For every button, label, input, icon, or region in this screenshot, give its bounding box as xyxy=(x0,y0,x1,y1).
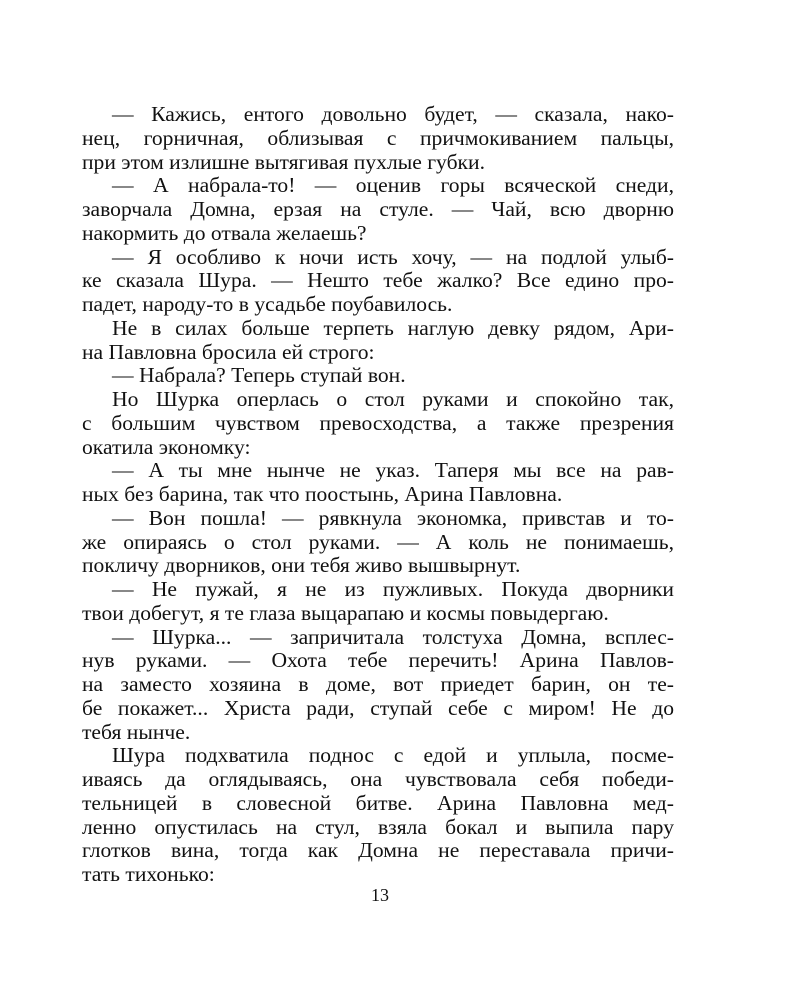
text-line: тать тихонько: xyxy=(82,862,215,886)
text-line: при этом излишне вытягивая пухлые губки. xyxy=(82,149,486,174)
text-line: Но Шурка оперлась о стол руками и спокойно так, xyxy=(112,387,674,411)
text-line: — А ты мне нынче не указ. Таперя мы все на рав- xyxy=(112,458,674,483)
page-number: 13 xyxy=(371,885,389,905)
text-line: — Шурка... — запричитала толстуха Домна, всплес- xyxy=(112,624,674,649)
text-line: — Набрала? Теперь ступай вон. xyxy=(112,363,406,388)
text-line: ке сказала Шура. — Нешто тебе жалко? Все едино про- xyxy=(82,268,674,293)
text-line: с большим чувством превосходства, а также презрения xyxy=(82,410,674,435)
text-line: окатила экономку: xyxy=(82,434,251,459)
text-line: — А набрала-то! — оценив горы всяческой снеди, xyxy=(112,173,674,198)
text-line: бе покажет... Христа ради, ступай себе с миром! Не до xyxy=(82,695,674,720)
text-line: тебя нынче. xyxy=(82,719,191,744)
text-line: глотков вина, тогда как Домна не переставала причи- xyxy=(82,838,674,863)
text-line: нув руками. — Охота тебе перечить! Арина Павлов- xyxy=(82,648,674,673)
text-line: твои добегут, я те глаза выцарапаю и космы повыдергаю. xyxy=(82,600,609,625)
text-line: нец, горничная, облизывая с причмокиванием пальцы, xyxy=(82,125,674,150)
text-line: на Павловна бросила ей строго: xyxy=(82,339,375,364)
body-text xyxy=(82,103,674,887)
text-line: тельницей в словесной битве. Арина Павловна мед- xyxy=(82,790,674,815)
text-line: ных без барина, так что поостынь, Арина Павловна. xyxy=(82,482,563,506)
text-line: покличу дворников, они тебя живо вышвырнут. xyxy=(82,553,521,578)
text-line: накормить до отвала желаешь? xyxy=(82,220,367,245)
text-line: ленно опустилась на стул, взяла бокал и выпила пару xyxy=(82,814,674,839)
text-line: — Кажись, ентого довольно будет, — сказала, нако- xyxy=(112,102,674,126)
text-line: Не в силах больше терпеть наглую девку рядом, Ари- xyxy=(112,315,674,340)
text-line: — Не пужай, я не из пужливых. Покуда дворники xyxy=(112,577,674,601)
text-line: иваясь да оглядываясь, она чувствовала себя победи- xyxy=(82,767,674,791)
text-line: падет, народу-то в усадьбе поубавилось. xyxy=(82,292,453,316)
text-line: Шура подхватила поднос с едой и уплыла, посме- xyxy=(112,743,674,768)
text-line: на заместо хозяина в доме, вот приедет барин, он те- xyxy=(82,672,674,696)
text-line: — Вон пошла! — рявкнула экономка, привстав и то- xyxy=(112,505,674,530)
text-line: — Я особливо к ночи исть хочу, — на подлой улыб- xyxy=(112,244,674,269)
text-line: заворчала Домна, ерзая на стуле. — Чай, всю дворню xyxy=(82,197,674,221)
text-line: же опираясь о стол руками. — А коль не понимаешь, xyxy=(82,529,674,554)
